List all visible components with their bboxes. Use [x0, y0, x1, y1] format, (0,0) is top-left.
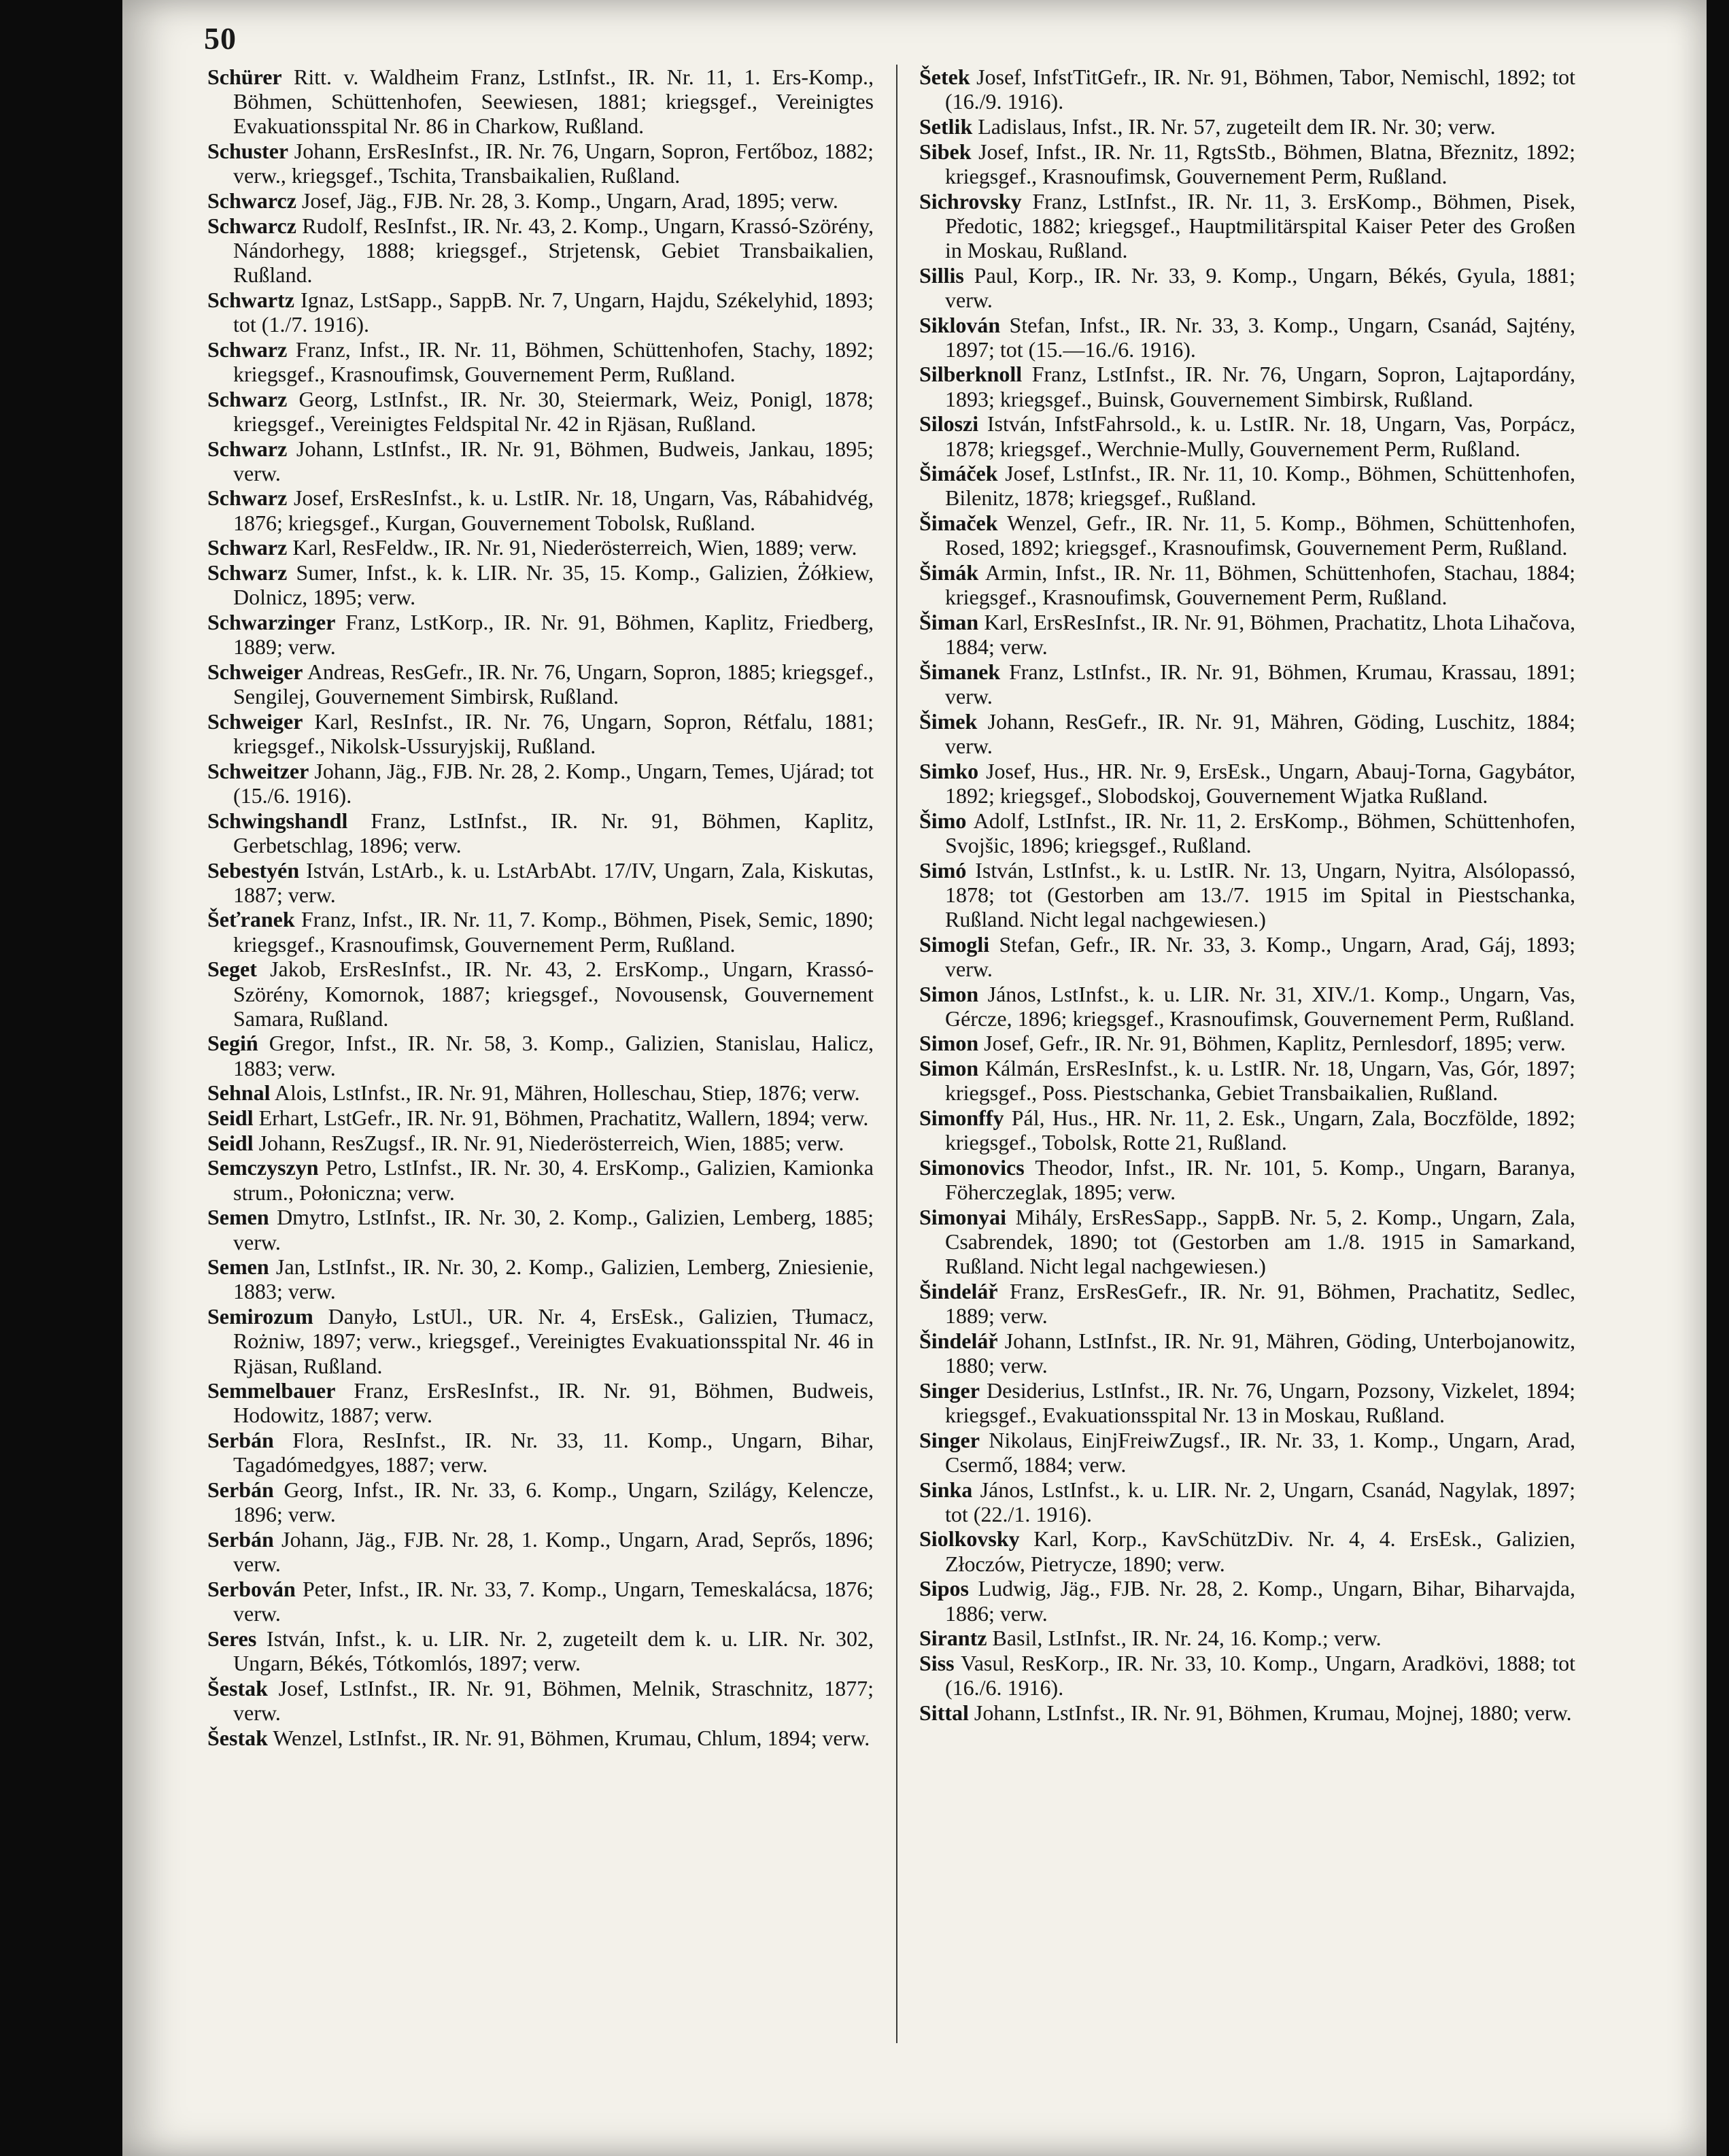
- entry-surname: Šimanek: [919, 659, 1001, 684]
- list-entry: [919, 362, 1575, 411]
- entry-details: Pál, Hus., HR. Nr. 11, 2. Esk., Ungarn, Zala, Boczfölde, 1892; kriegsgef., Tobolsk, Rotte 21, Rußland.: [945, 1106, 1576, 1155]
- entry-surname: Schwingshandl: [207, 808, 348, 833]
- list-entry: [207, 188, 874, 213]
- entry-details: Stefan, Gefr., IR. Nr. 33, 3. Komp., Ungarn, Arad, Gáj, 1893; verw.: [945, 931, 1576, 981]
- list-entry: [919, 65, 1575, 114]
- entry-surname: Seidl: [207, 1106, 254, 1131]
- entry-details: Johann, LstInfst., IR. Nr. 91, Böhmen, Krumau, Mojnej, 1880; verw.: [974, 1700, 1572, 1725]
- entry-details: Jakob, ErsResInfst., IR. Nr. 43, 2. ErsKomp., Ungarn, Krassó-Szörény, Komornok, 1887; kriegsgef., Novousensk, Gouvernement Samara, Rußland.: [233, 957, 874, 1031]
- entry-surname: Sittal: [919, 1700, 969, 1725]
- entry-details: Franz, LstInfst., IR. Nr. 11, 3. ErsKomp., Böhmen, Pisek, Předotic, 1882; kriegsgef., Hauptmilitärspital Kaiser Peter des Großen in Moskau, Rußland.: [945, 188, 1576, 262]
- entry-details: Johann, LstInfst., IR. Nr. 91, Mähren, Göding, Unterbojanowitz, 1880; verw.: [945, 1328, 1576, 1378]
- entry-surname: Šimo: [919, 808, 967, 833]
- list-entry: [919, 560, 1575, 609]
- list-entry: [919, 1651, 1575, 1700]
- list-entry: [207, 139, 874, 188]
- page-number: 50: [204, 21, 237, 56]
- entry-details: István, LstInfst., k. u. LstIR. Nr. 13, Ungarn, Nyitra, Alsólopassó, 1878; tot (Gestorben am 13./7. 1915 im Spital in Piestschanka, Rußland. Nicht legal nachgewiesen.): [945, 857, 1576, 931]
- entry-surname: Serbán: [207, 1428, 274, 1453]
- list-entry: [919, 114, 1575, 139]
- entry-details: Flora, ResInfst., IR. Nr. 33, 11. Komp., Ungarn, Bihar, Tagadómedgyes, 1887; verw.: [233, 1428, 874, 1477]
- list-entry: [207, 1080, 874, 1105]
- entry-details: Danyło, LstUl., UR. Nr. 4, ErsEsk., Galizien, Tłumacz, Rożniw, 1897; verw., kriegsgef., Vereinigtes Evakuationsspital Nr. 46 in Rjäsan, Rußland.: [233, 1304, 874, 1378]
- entry-details: Johann, ResZugsf., IR. Nr. 91, Niederösterreich, Wien, 1885; verw.: [258, 1130, 844, 1155]
- list-entry: [919, 858, 1575, 932]
- list-entry: [207, 535, 874, 560]
- list-entry: [207, 65, 874, 139]
- entry-details: Armin, Infst., IR. Nr. 11, Böhmen, Schüttenhofen, Stachau, 1884; kriegsgef., Krasnoufimsk, Gouvernement Perm, Rußland.: [945, 560, 1576, 610]
- list-entry: [207, 1726, 874, 1750]
- column-divider: [896, 65, 897, 2043]
- entry-surname: Simonovics: [919, 1154, 1025, 1180]
- entry-details: Gregor, Infst., IR. Nr. 58, 3. Komp., Galizien, Stanislau, Halicz, 1883; verw.: [233, 1031, 874, 1080]
- entry-details: Franz, Infst., IR. Nr. 11, 7. Komp., Böhmen, Pisek, Semic, 1890; kriegsgef., Krasnoufimsk, Gouvernement Perm, Rußland.: [233, 907, 874, 957]
- entry-details: Stefan, Infst., IR. Nr. 33, 3. Komp., Ungarn, Csanád, Sajtény, 1897; tot (15.—16./6. 1916).: [945, 312, 1576, 362]
- entry-details: Franz, LstInfst., IR. Nr. 91, Böhmen, Kaplitz, Gerbetschlag, 1896; verw.: [233, 808, 874, 857]
- list-entry: [207, 1577, 874, 1626]
- list-entry: [919, 1378, 1575, 1427]
- entry-surname: Schwarz: [207, 337, 288, 362]
- entry-surname: Schweitzer: [207, 758, 309, 783]
- list-entry: [207, 709, 874, 758]
- entry-surname: Šestak: [207, 1725, 268, 1750]
- entry-details: Adolf, LstInfst., IR. Nr. 11, 2. ErsKomp., Böhmen, Schüttenhofen, Svojšic, 1896; kriegsgef., Rußland.: [945, 808, 1576, 857]
- entry-details: Johann, LstInfst., IR. Nr. 91, Böhmen, Budweis, Jankau, 1895; verw.: [233, 436, 874, 485]
- entry-details: János, LstInfst., k. u. LIR. Nr. 2, Ungarn, Csanád, Nagylak, 1897; tot (22./1. 1916).: [945, 1477, 1576, 1526]
- list-entry: [207, 437, 874, 485]
- entry-details: Josef, Gefr., IR. Nr. 91, Böhmen, Kaplitz, Pernlesdorf, 1895; verw.: [984, 1031, 1566, 1056]
- entry-surname: Serbán: [207, 1526, 274, 1552]
- entry-surname: Schwarcz: [207, 188, 296, 213]
- entry-surname: Sehnal: [207, 1080, 271, 1106]
- entry-surname: Schwarz: [207, 560, 288, 585]
- entry-details: Andreas, ResGefr., IR. Nr. 76, Ungarn, Sopron, 1885; kriegsgef., Sengilej, Gouvernement Simbirsk, Rußland.: [233, 659, 874, 709]
- entry-details: Wenzel, LstInfst., IR. Nr. 91, Böhmen, Krumau, Chlum, 1894; verw.: [273, 1725, 870, 1750]
- entry-surname: Šestak: [207, 1675, 268, 1700]
- entry-details: István, Infst., k. u. LIR. Nr. 2, zugeteilt dem k. u. LIR. Nr. 302, Ungarn, Békés, Tótkomlós, 1897; verw.: [233, 1626, 874, 1675]
- left-column: [207, 65, 874, 1750]
- entry-surname: Semczyszyn: [207, 1155, 319, 1180]
- list-entry: [207, 1676, 874, 1725]
- entry-details: Franz, ErsResInfst., IR. Nr. 91, Böhmen, Budweis, Hodowitz, 1887; verw.: [233, 1378, 874, 1428]
- entry-surname: Schuster: [207, 139, 289, 164]
- list-entry: [919, 1031, 1575, 1055]
- entry-details: Erhart, LstGefr., IR. Nr. 91, Böhmen, Prachatitz, Wallern, 1894; verw.: [258, 1106, 869, 1131]
- entry-surname: Simogli: [919, 931, 990, 957]
- entry-surname: Siloszi: [919, 411, 979, 437]
- entry-surname: Schwarcz: [207, 213, 296, 238]
- list-entry: [207, 1155, 874, 1204]
- entry-surname: Semmelbauer: [207, 1378, 336, 1403]
- entry-details: Desiderius, LstInfst., IR. Nr. 76, Ungarn, Pozsony, Vizkelet, 1894; kriegsgef., Evakuationsspital Nr. 13 in Moskau, Rußland.: [945, 1378, 1576, 1427]
- entry-surname: Sibek: [919, 139, 972, 164]
- entry-details: Alois, LstInfst., IR. Nr. 91, Mähren, Holleschau, Stiep, 1876; verw.: [274, 1080, 860, 1106]
- entry-details: Kálmán, ErsResInfst., k. u. LstIR. Nr. 18, Ungarn, Vas, Gór, 1897; kriegsgef., Poss. Piestschanka, Gebiet Transbaikalien, Rußland.: [945, 1056, 1576, 1106]
- entry-details: Petro, LstInfst., IR. Nr. 30, 4. ErsKomp., Galizien, Kamionka strum., Połoniczna; verw.: [233, 1155, 874, 1205]
- entry-surname: Simó: [919, 857, 967, 883]
- list-entry: [207, 1477, 874, 1526]
- entry-surname: Schweiger: [207, 659, 303, 684]
- entry-details: Josef, Hus., HR. Nr. 9, ErsEsk., Ungarn, Abauj-Torna, Gagybátor, 1892; kriegsgef., Slobodskoj, Gouvernement Wjatka Rußland.: [945, 758, 1576, 808]
- list-entry: [207, 560, 874, 609]
- entry-surname: Šimaček: [919, 511, 998, 536]
- entry-details: Franz, LstKorp., IR. Nr. 91, Böhmen, Kaplitz, Friedberg, 1889; verw.: [233, 609, 874, 660]
- entry-surname: Šeťranek: [207, 907, 295, 932]
- entry-surname: Serbován: [207, 1576, 296, 1601]
- list-entry: [919, 759, 1575, 808]
- list-entry: [919, 610, 1575, 659]
- entry-surname: Semirozum: [207, 1304, 313, 1329]
- list-entry: [919, 1477, 1575, 1526]
- entry-surname: Schwarz: [207, 436, 288, 461]
- list-entry: [207, 808, 874, 857]
- entry-surname: Šimák: [919, 560, 979, 585]
- entry-details: Ignaz, LstSapp., SappB. Nr. 7, Ungarn, Hajdu, Székelyhid, 1893; tot (1./7. 1916).: [233, 287, 874, 337]
- list-entry: [919, 139, 1575, 188]
- list-entry: [207, 660, 874, 708]
- entry-surname: Siss: [919, 1651, 955, 1675]
- entry-details: Karl, Korp., KavSchützDiv. Nr. 4, 4. ErsEsk., Galizien, Złoczów, Pietrycze, 1890; verw.: [945, 1526, 1575, 1576]
- list-entry: [207, 1378, 874, 1427]
- entry-details: János, LstInfst., k. u. LIR. Nr. 31, XIV./1. Komp., Ungarn, Vas, Gércze, 1896; kriegsgef., Krasnoufimsk, Gouvernement Perm, Rußland.: [945, 981, 1576, 1031]
- entry-surname: Siolkovsky: [919, 1526, 1020, 1552]
- list-entry: [207, 387, 874, 436]
- entry-surname: Seidl: [207, 1130, 254, 1155]
- entry-details: Franz, ErsResGefr., IR. Nr. 91, Böhmen, Prachatitz, Sedlec, 1889; verw.: [945, 1278, 1575, 1329]
- list-entry: [919, 808, 1575, 857]
- entry-details: Karl, ResInfst., IR. Nr. 76, Ungarn, Sopron, Rétfalu, 1881; kriegsgef., Nikolsk-Ussuryjskij, Rußland.: [233, 708, 874, 758]
- entry-surname: Sipos: [919, 1576, 969, 1601]
- list-entry: [919, 1526, 1575, 1575]
- list-entry: [919, 1155, 1575, 1204]
- entry-surname: Šindelář: [919, 1328, 998, 1353]
- entry-details: Georg, LstInfst., IR. Nr. 30, Steiermark, Weiz, Ponigl, 1878; kriegsgef., Vereinigtes Feldspital Nr. 42 in Rjäsan, Rußland.: [233, 386, 874, 436]
- entry-surname: Schwarz: [207, 485, 288, 511]
- entry-details: Mihály, ErsResSapp., SappB. Nr. 5, 2. Komp., Ungarn, Zala, Csabrendek, 1890; tot (Gestorben am 1./8. 1915 in Samarkand, Rußland. Nicht legal nachgewiesen.): [945, 1204, 1576, 1279]
- list-entry: [919, 932, 1575, 981]
- entry-surname: Segiń: [207, 1031, 258, 1056]
- entry-surname: Seget: [207, 957, 257, 982]
- entry-surname: Šindelář: [919, 1278, 998, 1303]
- entry-details: István, LstArb., k. u. LstArbAbt. 17/IV, Ungarn, Zala, Kiskutas, 1887; verw.: [233, 857, 874, 907]
- list-entry: [919, 511, 1575, 560]
- entry-details: Johann, ResGefr., IR. Nr. 91, Mähren, Göding, Luschitz, 1884; verw.: [945, 708, 1576, 758]
- list-entry: [919, 1329, 1575, 1378]
- list-entry: [919, 189, 1575, 263]
- entry-details: Josef, InfstTitGefr., IR. Nr. 91, Böhmen, Tabor, Nemischl, 1892; tot (16./9. 1916).: [945, 65, 1576, 114]
- entry-surname: Simko: [919, 758, 979, 783]
- list-entry: [207, 288, 874, 337]
- entry-surname: Semen: [207, 1254, 269, 1280]
- entry-details: Johann, Jäg., FJB. Nr. 28, 2. Komp., Ungarn, Temes, Ujárad; tot (15./6. 1916).: [233, 758, 874, 808]
- entry-details: Georg, Infst., IR. Nr. 33, 6. Komp., Ungarn, Szilágy, Kelencze, 1896; verw.: [233, 1477, 874, 1527]
- list-entry: [919, 1279, 1575, 1328]
- list-entry: [919, 1700, 1575, 1725]
- entry-details: Josef, LstInfst., IR. Nr. 11, 10. Komp., Böhmen, Schüttenhofen, Bilenitz, 1878; kriegsgef., Rußland.: [945, 461, 1575, 511]
- list-entry: [919, 313, 1575, 362]
- entry-details: Theodor, Infst., IR. Nr. 101, 5. Komp., Ungarn, Baranya, Föherczeglak, 1895; verw.: [945, 1154, 1575, 1205]
- entry-surname: Schweiger: [207, 708, 303, 734]
- list-entry: [207, 1254, 874, 1303]
- list-entry: [207, 1428, 874, 1477]
- list-entry: [207, 907, 874, 956]
- list-entry: [207, 1031, 874, 1080]
- entry-surname: Schwarz: [207, 535, 288, 560]
- list-entry: [919, 1205, 1575, 1279]
- entry-details: Wenzel, Gefr., IR. Nr. 11, 5. Komp., Böhmen, Schüttenhofen, Rosed, 1892; kriegsgef., Krasnoufimsk, Gouvernement Perm, Rußland.: [945, 511, 1576, 560]
- entry-details: Franz, LstInfst., IR. Nr. 76, Ungarn, Sopron, Lajtapordány, 1893; kriegsgef., Buinsk, Gouvernement Simbirsk, Rußland.: [945, 362, 1575, 411]
- list-entry: [919, 1576, 1575, 1625]
- list-entry: [207, 1527, 874, 1576]
- list-entry: [919, 1428, 1575, 1477]
- entry-details: Paul, Korp., IR. Nr. 33, 9. Komp., Ungarn, Békés, Gyula, 1881; verw.: [945, 262, 1576, 312]
- list-entry: [919, 1056, 1575, 1105]
- list-entry: [919, 263, 1575, 312]
- entry-surname: Schwarz: [207, 386, 288, 411]
- entry-details: Josef, LstInfst., IR. Nr. 91, Böhmen, Melnik, Straschnitz, 1877; verw.: [233, 1675, 874, 1725]
- entry-surname: Simon: [919, 981, 979, 1006]
- list-entry: [919, 709, 1575, 758]
- entry-surname: Sinka: [919, 1477, 973, 1502]
- entry-details: Nikolaus, EinjFreiwZugsf., IR. Nr. 33, 1. Komp., Ungarn, Arad, Csermő, 1884; verw.: [945, 1427, 1576, 1477]
- entry-surname: Šimek: [919, 708, 978, 734]
- list-entry: [207, 610, 874, 659]
- entry-details: Ladislaus, Infst., IR. Nr. 57, zugeteilt dem IR. Nr. 30; verw.: [978, 114, 1496, 139]
- entry-surname: Schwartz: [207, 287, 294, 312]
- entry-surname: Šetek: [919, 65, 970, 89]
- list-entry: [207, 1304, 874, 1378]
- entry-surname: Silberknoll: [919, 362, 1023, 387]
- entry-surname: Sichrovsky: [919, 188, 1022, 213]
- entry-details: Ritt. v. Waldheim Franz, LstInfst., IR. Nr. 11, 1. Ers-Komp., Böhmen, Schüttenhofen, Seewiesen, 1881; kriegsgef., Vereinigtes Evakuationsspital Nr. 86 in Charkow, Rußland.: [233, 65, 874, 139]
- entry-surname: Sirantz: [919, 1626, 987, 1651]
- entry-surname: Sebestyén: [207, 857, 300, 883]
- entry-surname: Setlik: [919, 114, 973, 139]
- list-entry: [207, 957, 874, 1031]
- entry-details: Vasul, ResKorp., IR. Nr. 33, 10. Komp., Ungarn, Aradkövi, 1888; tot (16./6. 1916).: [945, 1651, 1575, 1700]
- entry-details: Sumer, Infst., k. k. LIR. Nr. 35, 15. Komp., Galizien, Żółkiew, Dolnicz, 1895; verw.: [233, 560, 874, 610]
- entry-details: Josef, Infst., IR. Nr. 11, RgtsStb., Böhmen, Blatna, Březnitz, 1892; kriegsgef., Krasnoufimsk, Gouvernement Perm, Rußland.: [945, 139, 1576, 188]
- entry-details: Peter, Infst., IR. Nr. 33, 7. Komp., Ungarn, Temeskalácsa, 1876; verw.: [233, 1576, 874, 1626]
- entry-details: Josef, ErsResInfst., k. u. LstIR. Nr. 18, Ungarn, Vas, Rábahidvég, 1876; kriegsgef., Kurgan, Gouvernement Tobolsk, Rußland.: [233, 485, 874, 535]
- entry-surname: Simon: [919, 1056, 979, 1081]
- list-entry: [207, 858, 874, 907]
- entry-details: Franz, Infst., IR. Nr. 11, Böhmen, Schüttenhofen, Stachy, 1892; kriegsgef., Krasnoufimsk, Gouvernement Perm, Rußland.: [233, 337, 874, 386]
- list-entry: [207, 213, 874, 288]
- entry-details: Karl, ResFeldw., IR. Nr. 91, Niederösterreich, Wien, 1889; verw.: [292, 535, 857, 560]
- list-entry: [919, 461, 1575, 510]
- entry-surname: Serbán: [207, 1477, 274, 1503]
- list-entry: [207, 1106, 874, 1130]
- list-entry: [207, 337, 874, 386]
- list-entry: [207, 1205, 874, 1254]
- entry-surname: Semen: [207, 1205, 269, 1230]
- list-entry: [207, 1626, 874, 1675]
- list-entry: [919, 1106, 1575, 1154]
- entry-surname: Simonyai: [919, 1204, 1007, 1229]
- entry-details: István, InfstFahrsold., k. u. LstIR. Nr. 18, Ungarn, Vas, Porpácz, 1878; kriegsgef., Werchnie-Mully, Gouvernement Perm, Rußland.: [945, 411, 1576, 461]
- entry-surname: Simon: [919, 1031, 979, 1056]
- entry-surname: Šimáček: [919, 461, 998, 486]
- entry-surname: Sillis: [919, 262, 964, 288]
- entry-details: Basil, LstInfst., IR. Nr. 24, 16. Komp.; verw.: [992, 1626, 1382, 1651]
- list-entry: [207, 485, 874, 534]
- entry-details: Dmytro, LstInfst., IR. Nr. 30, 2. Komp., Galizien, Lemberg, 1885; verw.: [233, 1205, 874, 1254]
- entry-details: Jan, LstInfst., IR. Nr. 30, 2. Komp., Galizien, Lemberg, Zniesienie, 1883; verw.: [233, 1254, 874, 1304]
- entry-surname: Singer: [919, 1427, 980, 1452]
- list-entry: [207, 759, 874, 808]
- entry-details: Ludwig, Jäg., FJB. Nr. 28, 2. Komp., Ungarn, Bihar, Biharvajda, 1886; verw.: [945, 1576, 1575, 1626]
- entry-details: Franz, LstInfst., IR. Nr. 91, Böhmen, Krumau, Krassau, 1891; verw.: [945, 659, 1576, 709]
- list-entry: [207, 1131, 874, 1155]
- list-entry: [919, 660, 1575, 708]
- entry-surname: Schürer: [207, 65, 282, 89]
- entry-surname: Seres: [207, 1626, 257, 1651]
- entry-details: Karl, ErsResInfst., IR. Nr. 91, Böhmen, Prachatitz, Lhota Lihačova, 1884; verw.: [945, 609, 1576, 660]
- entry-details: Johann, ErsResInfst., IR. Nr. 76, Ungarn, Sopron, Fertőboz, 1882; verw., kriegsgef., Tschita, Transbaikalien, Rußland.: [233, 139, 874, 188]
- entry-surname: Schwarzinger: [207, 609, 336, 634]
- entry-surname: Šiman: [919, 609, 979, 634]
- list-entry: [919, 982, 1575, 1031]
- right-column: [919, 65, 1575, 1726]
- entry-surname: Simonffy: [919, 1106, 1004, 1131]
- list-entry: [919, 411, 1575, 460]
- entry-details: Josef, Jäg., FJB. Nr. 28, 3. Komp., Ungarn, Arad, 1895; verw.: [301, 188, 838, 213]
- entry-surname: Singer: [919, 1378, 980, 1403]
- entry-details: Johann, Jäg., FJB. Nr. 28, 1. Komp., Ungarn, Arad, Seprős, 1896; verw.: [233, 1526, 874, 1577]
- list-entry: [919, 1626, 1575, 1650]
- entry-details: Rudolf, ResInfst., IR. Nr. 43, 2. Komp., Ungarn, Krassó-Szörény, Nándorhegy, 1888; kriegsgef., Strjetensk, Gebiet Transbaikalien, Rußland.: [233, 213, 874, 288]
- entry-surname: Siklován: [919, 312, 1001, 337]
